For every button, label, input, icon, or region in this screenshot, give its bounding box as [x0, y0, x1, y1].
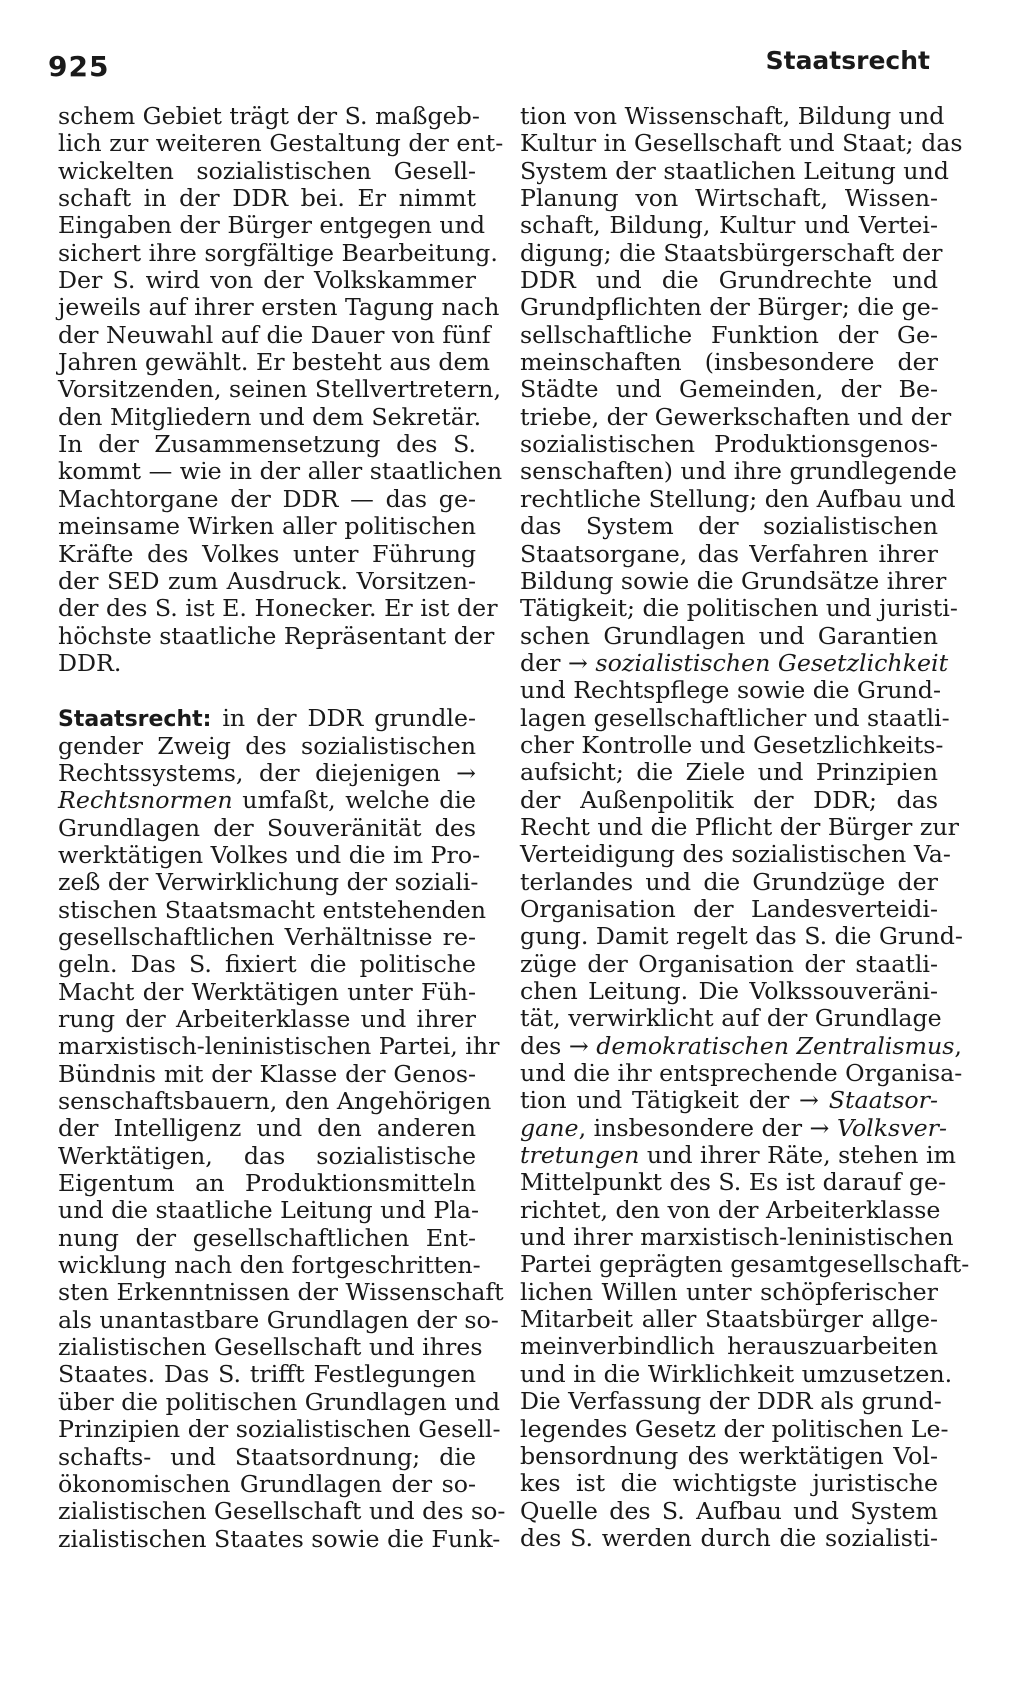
- text-run: chen Leitung. Die Volkssouveräni-: [520, 977, 938, 1005]
- text-line: [520, 376, 938, 403]
- text-line: [520, 156, 949, 185]
- text-line: [58, 787, 476, 814]
- text-run: rung der Arbeiterklasse und ihrer: [58, 1005, 476, 1033]
- left-column: [58, 102, 506, 1553]
- cross-reference: demokratischen Zentralismus: [596, 1031, 955, 1060]
- text-run: zialistischen Gesellschaft und ihres: [58, 1333, 483, 1362]
- text-run: tion von Wissenschaft, Bildung und: [520, 102, 945, 130]
- text-run: DDR und die Grundrechte und: [520, 266, 938, 295]
- text-run: der Neuwahl auf die Dauer von fünf: [58, 320, 491, 349]
- text-run: und die staatliche Leitung und Pla-: [58, 1196, 480, 1225]
- text-line: [520, 869, 938, 896]
- text-line: [58, 1115, 476, 1142]
- text-line: [520, 294, 938, 321]
- text-run: als unantastbare Grundlagen der so-: [58, 1305, 499, 1334]
- text-line: [58, 1251, 481, 1280]
- text-run: und ihrer marxistisch-leninistischen: [520, 1223, 954, 1252]
- text-line: [520, 623, 938, 650]
- text-line: [58, 1497, 506, 1526]
- text-run: der Intelligenz und den anderen: [58, 1114, 476, 1143]
- text-run: terlandes und die Grundzüge der: [520, 867, 938, 896]
- text-line: [58, 621, 495, 650]
- text-line: [58, 650, 476, 677]
- text-run: nung der gesellschaftlichen Ent-: [58, 1223, 476, 1252]
- text-run: ,: [954, 1031, 962, 1060]
- text-line: [520, 1306, 938, 1333]
- text-run: Eingaben der Bürger entgegen und: [58, 211, 486, 240]
- text-line: [58, 951, 476, 978]
- text-run: marxistisch-leninistischen Partei, ihr: [58, 1032, 500, 1061]
- text-run: aufsicht; die Ziele und Prinzipien: [520, 758, 938, 787]
- text-run: des →: [520, 1031, 597, 1060]
- text-run: Prinzipien der sozialistischen Gesell-: [58, 1415, 501, 1444]
- cross-reference: Staatsor-: [828, 1086, 938, 1115]
- text-line: [520, 1525, 938, 1552]
- text-line: [58, 840, 481, 869]
- text-line: [520, 1031, 962, 1060]
- text-run: und in die Wirklichkeit umzusetzen.: [520, 1359, 953, 1388]
- text-run: legendes Gesetz der politischen Le-: [520, 1414, 949, 1443]
- text-line: [520, 787, 938, 814]
- text-line: [58, 1196, 480, 1225]
- text-run: cher Kontrolle und Gesetzlichkeits-: [520, 730, 944, 759]
- text-line: [58, 238, 498, 267]
- text-line: [58, 1524, 501, 1553]
- text-line: [520, 322, 938, 349]
- text-run: wicklung nach den fortgeschritten-: [58, 1251, 481, 1280]
- text-line: [58, 320, 491, 349]
- text-line: [520, 1223, 954, 1252]
- text-run: Macht der Werktätigen unter Füh-: [58, 977, 476, 1006]
- text-run: der des S. ist E. Honecker. Er ist der: [58, 594, 498, 623]
- text-run: Staatsorgane, das Verfahren ihrer: [520, 539, 938, 568]
- text-line: [520, 840, 951, 869]
- text-run: Rechtssystems, der diejenigen →: [58, 758, 476, 787]
- text-run: Bündnis mit der Klasse der Genos-: [58, 1059, 476, 1088]
- text-line: [58, 705, 476, 732]
- text-line: [58, 1333, 483, 1362]
- text-run: zeß der Verwirklichung der soziali-: [58, 868, 479, 897]
- text-run: Staates. Das S. trifft Festlegungen: [58, 1360, 476, 1389]
- text-run: höchste staatliche Repräsentant der: [58, 621, 495, 650]
- text-run: Recht und die Pflicht der Bürger zur: [520, 812, 959, 841]
- text-line: [520, 676, 941, 705]
- text-line: [58, 102, 480, 130]
- text-run: zialistischen Gesellschaft und des so-: [58, 1497, 506, 1526]
- text-line: [58, 375, 501, 404]
- text-line: [520, 1498, 938, 1525]
- text-line: [58, 924, 476, 951]
- text-line: [58, 402, 482, 431]
- text-run: Kultur in Gesellschaft und Staat; das: [520, 129, 963, 158]
- text-line: [520, 1141, 956, 1170]
- text-run: richtet, den von der Arbeiterklasse: [520, 1195, 941, 1224]
- text-line: [520, 238, 943, 267]
- text-run: den Mitgliedern und dem Sekretär.: [58, 402, 482, 431]
- text-run: kommt — wie in der aller staatlichen: [58, 457, 503, 486]
- text-run: lagen gesellschaftlicher und staatli-: [520, 703, 950, 732]
- text-line: [520, 896, 938, 923]
- text-line: [58, 1278, 504, 1307]
- text-run: Planung von Wirtschaft, Wissen-: [520, 184, 938, 213]
- text-line: [520, 513, 938, 540]
- text-run: gesellschaftlichen Verhältnisse re-: [58, 922, 476, 951]
- text-run: triebe, der Gewerkschaften und der: [520, 402, 952, 431]
- text-run: schem Gebiet trägt der S. maßgeb-: [58, 102, 480, 130]
- text-run: bensordnung des werktätigen Vol-: [520, 1441, 938, 1470]
- text-line: [520, 1279, 938, 1306]
- text-run: senschaftsbauern, den Angehörigen: [58, 1087, 492, 1116]
- text-run: der SED zum Ausdruck. Vorsitzen-: [58, 566, 476, 595]
- text-line: [520, 185, 938, 212]
- text-run: werktätigen Volkes und die im Pro-: [58, 840, 481, 869]
- text-line: [58, 129, 504, 158]
- text-run: das System der sozialistischen: [520, 512, 938, 541]
- text-line: [58, 158, 476, 185]
- text-run: Partei geprägten gesamtgesellschaft-: [520, 1250, 970, 1279]
- text-line: [58, 1061, 476, 1088]
- text-run: sozialistischen Produktionsgenos-: [520, 430, 938, 459]
- text-line: [520, 402, 952, 431]
- text-line: [520, 1470, 938, 1497]
- paragraph-gap: [58, 677, 476, 705]
- text-line: [58, 293, 500, 322]
- text-run: meinschaften (insbesondere der: [520, 348, 938, 377]
- text-line: [520, 457, 957, 486]
- text-line: [58, 815, 476, 842]
- text-run: Grundpflichten der Bürger; die ge-: [520, 293, 939, 322]
- text-line: [58, 868, 479, 897]
- text-run: gung. Damit regelt das S. die Grund-: [520, 922, 963, 951]
- text-run: über die politischen Grundlagen und: [58, 1387, 500, 1416]
- text-line: [520, 648, 949, 677]
- text-line: [58, 733, 476, 760]
- text-line: [520, 566, 947, 595]
- text-line: [58, 1444, 476, 1471]
- text-run: Jahren gewählt. Er besteht aus dem: [58, 348, 491, 377]
- text-run: sellschaftliche Funktion der Ge-: [520, 320, 938, 349]
- text-run: schaft in der DDR bei. Er nimmt: [58, 184, 476, 213]
- text-run: schaft, Bildung, Kultur und Vertei-: [520, 211, 938, 240]
- text-line: [58, 1361, 476, 1388]
- right-column: [520, 102, 970, 1552]
- text-line: [520, 541, 938, 568]
- text-run: schen Grundlagen und Garantien: [520, 621, 938, 650]
- page-number: 925: [48, 50, 110, 83]
- text-line: [58, 541, 476, 568]
- text-line: [520, 978, 938, 1005]
- text-line: [520, 1443, 938, 1470]
- text-line: [520, 1387, 942, 1416]
- text-line: [58, 513, 476, 540]
- running-head: Staatsrecht: [765, 46, 930, 75]
- text-run: digung; die Staatsbürgerschaft der: [520, 238, 943, 267]
- cross-reference: Volksver-: [836, 1113, 947, 1142]
- text-run: Werktätigen, das sozialistische: [58, 1141, 476, 1170]
- text-run: senschaften) und ihre grundlegende: [520, 457, 957, 486]
- text-run: meinverbindlich herauszuarbeiten: [520, 1332, 938, 1361]
- text-line: [520, 1004, 942, 1033]
- text-line: [520, 1168, 947, 1197]
- cross-reference: Rechtsnormen: [58, 786, 233, 815]
- text-line: [58, 760, 476, 787]
- text-line: [58, 1305, 499, 1334]
- text-line: [520, 484, 956, 513]
- text-line: [520, 431, 938, 458]
- text-run: Die Verfassung der DDR als grund-: [520, 1387, 942, 1416]
- text-run: stischen Staatsmacht entstehenden: [58, 895, 487, 924]
- text-run: schafts- und Staatsordnung; die: [58, 1442, 476, 1471]
- text-run: jeweils auf ihrer ersten Tagung nach: [58, 293, 500, 322]
- text-line: [58, 431, 476, 458]
- text-run: In der Zusammensetzung des S.: [58, 430, 476, 459]
- text-line: [58, 895, 487, 924]
- text-run: lichen Willen unter schöpferischer: [520, 1277, 938, 1306]
- cross-reference: sozialistischen Gesetzlichkeit: [595, 648, 949, 677]
- text-run: gender Zweig des sozialistischen: [58, 731, 476, 760]
- text-line: [520, 212, 938, 239]
- text-line: [58, 486, 476, 513]
- text-line: [58, 185, 476, 212]
- text-line: [58, 348, 491, 377]
- text-line: [520, 267, 938, 294]
- entry-keyword: Staatsrecht:: [58, 707, 212, 733]
- text-line: [520, 1087, 938, 1114]
- text-line: [58, 1387, 500, 1416]
- text-run: des S. werden durch die sozialisti-: [520, 1523, 938, 1552]
- text-line: [520, 1359, 953, 1388]
- text-run: sten Erkenntnissen der Wissenschaft: [58, 1278, 504, 1307]
- text-line: [58, 1032, 500, 1061]
- text-run: in der DDR grundle-: [211, 704, 476, 733]
- text-line: [520, 102, 945, 130]
- text-run: Grundlagen der Souveränität des: [58, 813, 476, 842]
- text-line: [58, 979, 476, 1006]
- text-line: [520, 1195, 941, 1224]
- text-run: Mittelpunkt des S. Es ist darauf ge-: [520, 1168, 947, 1197]
- text-line: [520, 349, 938, 376]
- text-line: [520, 703, 950, 732]
- text-line: [58, 1415, 501, 1444]
- text-line: [58, 1225, 476, 1252]
- text-run: tion und Tätigkeit der →: [520, 1086, 829, 1115]
- text-line: [520, 1414, 949, 1443]
- text-run: Bildung sowie die Grundsätze ihrer: [520, 566, 947, 595]
- text-run: Tätigkeit; die politischen und juristi-: [520, 594, 958, 623]
- text-run: Quelle des S. Aufbau und System: [520, 1496, 938, 1525]
- text-line: [520, 951, 938, 978]
- text-run: umfaßt, welche die: [232, 786, 476, 815]
- text-line: [58, 568, 476, 595]
- text-line: [58, 1471, 476, 1498]
- text-line: [520, 759, 938, 786]
- text-run: und die ihr entsprechende Organisa-: [520, 1059, 963, 1088]
- text-run: und Rechtspflege sowie die Grund-: [520, 676, 941, 705]
- text-run: Eigentum an Produktionsmitteln: [58, 1169, 476, 1198]
- text-line: [520, 922, 963, 951]
- text-run: kes ist die wichtigste juristische: [520, 1469, 938, 1498]
- text-run: lich zur weiteren Gestaltung der ent-: [58, 129, 504, 158]
- text-run: Mitarbeit aller Staatsbürger allge-: [520, 1305, 938, 1334]
- text-run: sichert ihre sorgfältige Bearbeitung.: [58, 238, 498, 267]
- text-run: geln. Das S. fixiert die politische: [58, 950, 476, 979]
- text-line: [58, 267, 476, 294]
- text-run: Verteidigung des sozialistischen Va-: [520, 840, 951, 869]
- text-run: und ihrer Räte, stehen im: [639, 1141, 956, 1170]
- text-line: [58, 1006, 476, 1033]
- text-run: Organisation der Landesverteidi-: [520, 894, 938, 923]
- text-run: Städte und Gemeinden, der Be-: [520, 375, 938, 404]
- text-line: [58, 457, 503, 486]
- text-run: tät, verwirklicht auf der Grundlage: [520, 1004, 942, 1033]
- text-run: meinsame Wirken aller politischen: [58, 512, 476, 541]
- text-line: [520, 730, 944, 759]
- text-run: System der staatlichen Leitung und: [520, 156, 949, 185]
- cross-reference: gane: [520, 1113, 579, 1142]
- text-line: [520, 1250, 970, 1279]
- text-line: [520, 1333, 938, 1360]
- text-run: DDR.: [58, 648, 122, 677]
- text-line: [58, 211, 486, 240]
- text-line: [520, 1059, 963, 1088]
- text-run: zialistischen Staates sowie die Funk-: [58, 1524, 501, 1553]
- text-run: der →: [520, 648, 596, 677]
- text-run: Machtorgane der DDR — das ge-: [58, 484, 476, 513]
- text-run: züge der Organisation der staatli-: [520, 949, 938, 978]
- text-line: [520, 812, 959, 841]
- text-line: [520, 594, 958, 623]
- text-run: Vorsitzenden, seinen Stellvertretern,: [58, 375, 501, 404]
- text-run: der Außenpolitik der DDR; das: [520, 785, 938, 814]
- text-line: [58, 1170, 476, 1197]
- cross-reference: tretungen: [520, 1141, 640, 1170]
- text-line: [520, 129, 963, 158]
- text-run: Der S. wird von der Volkskammer: [58, 266, 476, 295]
- text-line: [520, 1113, 947, 1142]
- text-run: ökonomischen Grundlagen der so-: [58, 1469, 476, 1498]
- text-run: rechtliche Stellung; den Aufbau und: [520, 484, 956, 513]
- text-line: [58, 1087, 492, 1116]
- text-run: , insbesondere der →: [578, 1113, 837, 1142]
- text-run: Kräfte des Volkes unter Führung: [58, 539, 476, 568]
- text-run: wickelten sozialistischen Gesell-: [58, 156, 476, 185]
- text-line: [58, 594, 498, 623]
- text-line: [58, 1143, 476, 1170]
